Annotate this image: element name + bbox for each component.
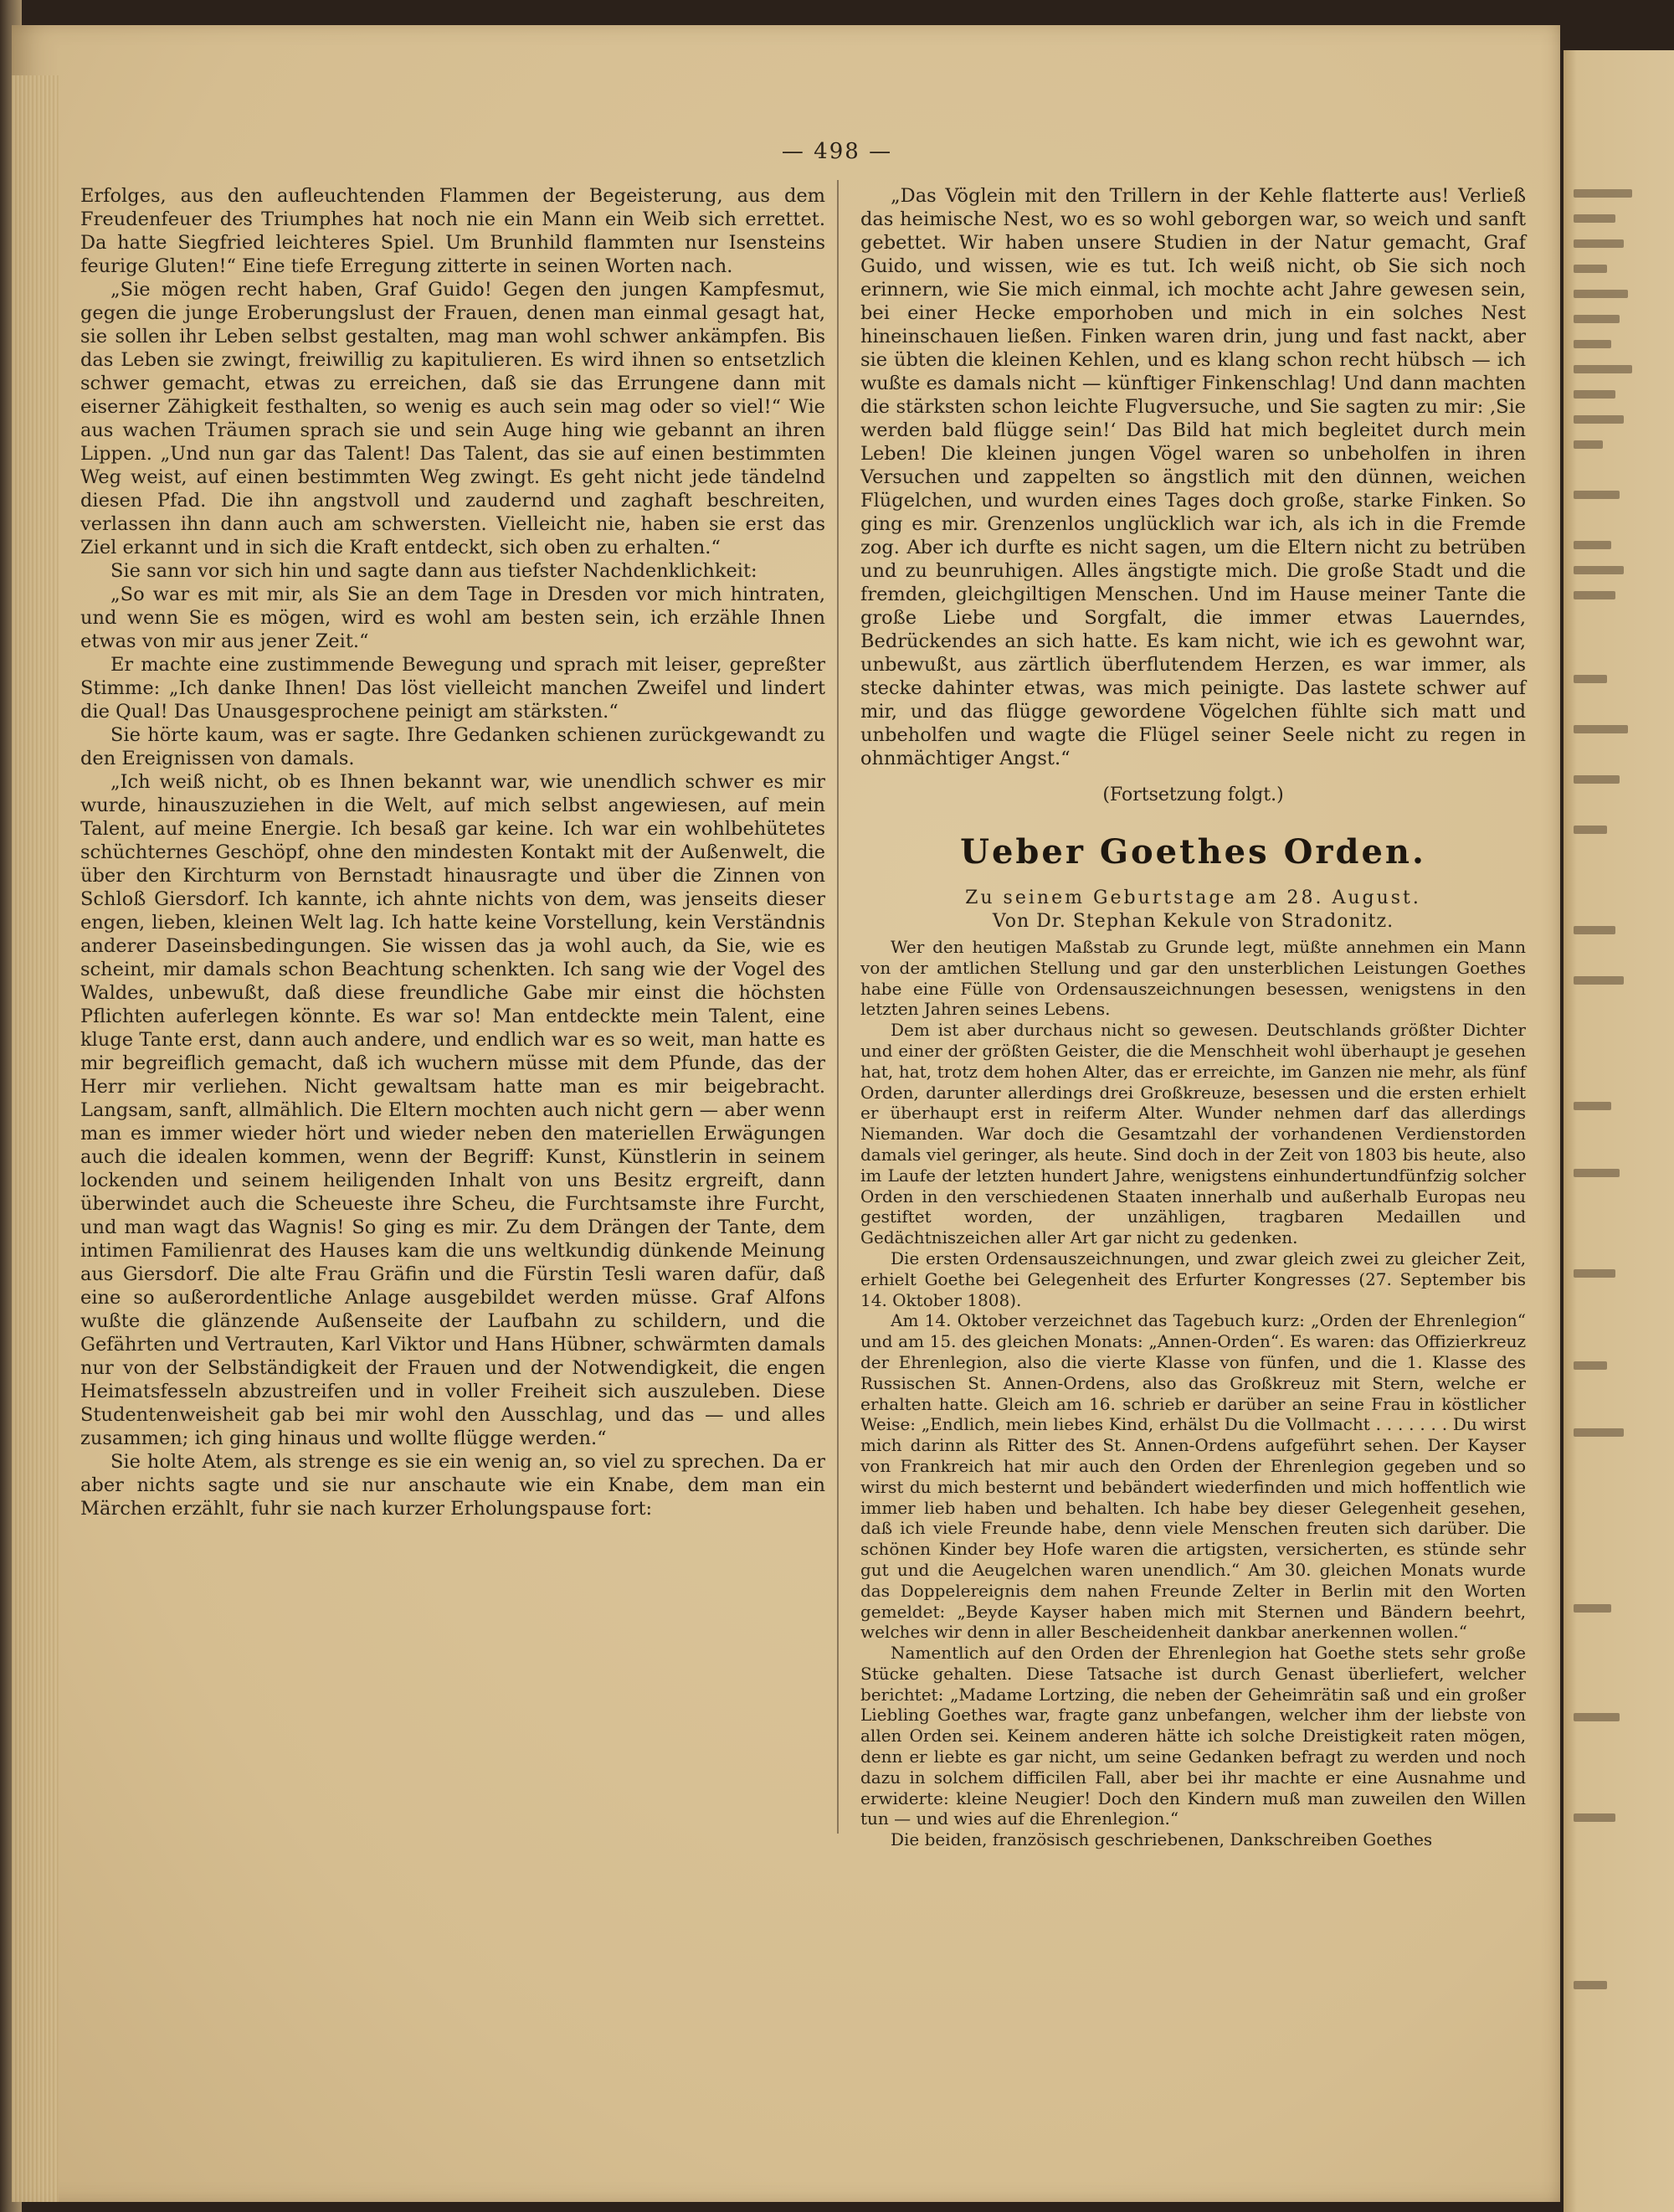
paragraph: „So war es mit mir, als Sie an dem Tage in Dresden vor mich hintraten, und wenn Sie es mögen, wird es wohl am besten sein, ich erzähle Ihnen etwas von mir aus jener Zeit.“ xyxy=(80,584,825,652)
page-number: — 498 — xyxy=(781,139,893,164)
paragraph: „Sie mögen recht haben, Graf Guido! Gegen den jungen Kampfesmut, gegen die junge Eroberungslust der Frauen, denen man einmal gesagt hat, sie sollen ihr Leben selbst gestalten, mag man wohl schwer ankämpfen. Bis das Leben sie zwingt, freiwillig zu kapitulieren. Es wird ihnen so entsetzlich schwer gemacht, etwas zu erreichen, daß sie das Errungene dann mit eiserner Zähigkeit festhalten, so wenig es auch sein mag oder so viel!“ Wie aus wachen Träumen sprach sie und sein Auge hing wie gebannt an ihren Lippen. „Und nun gar das Talent! Das Talent, das sie auf einen bestimmten Weg weist, auf einen bestimmten Weg zwingt. Es geht nicht jede tändelnd diesen Pfad. Die ihn angstvoll und zaudernd und zaghaft beschreiten, verlassen ihn dann auch am schwersten. Vielleicht nie, haben sie erst das Ziel erkannt und in sich die Kraft entdeckt, sich oben zu erhalten.“ xyxy=(80,279,825,558)
paragraph: „Das Vöglein mit den Trillern in der Kehle flatterte aus! Verließ das heimische Nest, wo es so wohl geborgen war, so weich und sanft gebettet. Wir haben unsere Studien in der Natur gemacht, Graf Guido, und wissen, wie es tut. Ich weiß nicht, ob Sie sich noch erinnern, wie Sie mich einmal, ich mochte acht Jahre gewesen sein, bei einer Hecke emporhoben und mich in ein solches Nest hineinschauen ließen. Finken waren drin, jung und fast nackt, aber sie übten die kleinen Kehlen, und es klang schon recht hübsch — ich wußte es damals nicht — künftiger Finkenschlag! Und dann machten die stärksten schon leichte Flugversuche, und Sie sagten zu mir: ‚Sie werden bald flügge sein!‘ Das Bild hat mich begleitet durch mein Leben! Die kleinen jungen Vögel waren so unbeholfen in ihren Versuchen und zappelten so ängstlich mit den dünnen, weichen Flügelchen, und wurden eines Tages doch große, starke Finken. So ging es mir. Grenzenlos unglücklich war ich, als ich in die Fremde zog. Aber ich durfte es nicht sagen, um die Eltern nicht zu betrüben und zu beunruhigen. Alles ängstigte mich. Die große Stadt und die fremden, gleichgiltigen Menschen. Und im Hause meiner Tante die große Liebe und Sorgfalt, die immer etwas Lauerndes, Bedrückendes an sich hatte. Es kam nicht, wie ich es gewohnt war, unbewußt, aus zärtlich überflutendem Herzen, es war immer, als stecke dahinter etwas, was mich peinigte. Das lastete schwer auf mir, und das flügge gewordene Vögelchen fühlte sich matt und unbeholfen und wagte die Flügel seiner Seele nicht zu regen in ohnmächtiger Angst.“ xyxy=(860,185,1526,769)
article-paragraph: Wer den heutigen Maßstab zu Grunde legt, müßte annehmen ein Mann von der amtlichen Stellung und gar den unsterblichen Leistungen Goethes habe eine Fülle von Ordensauszeichnungen besessen, wenigstens in den letzten Jahren seines Lebens. xyxy=(860,937,1526,1020)
article-paragraph: Namentlich auf den Orden der Ehrenlegion hat Goethe stets sehr große Stücke gehalten. Diese Tatsache ist durch Genast überliefert, welcher berichtet: „Madame Lortzing, die neben der Geheimrätin saß und ein großer Liebling Goethes war, fragte ganz unbefangen, welcher ihm der liebste von allen Orden sei. Keinem anderen hätte ich solche Dreistigkeit raten mögen, denn er liebte es gar nicht, um seine Gedanken befragt zu werden und noch dazu in solchem difficilen Fall, aber bei ihr machte er eine Ausnahme und erwiderte: kleine Neugier! Doch den Kindern muß man zuweilen den Willen tun — und wies auf die Ehrenlegion.“ xyxy=(860,1643,1526,1829)
article-subtitle: Zu seinem Geburtstage am 28. August. xyxy=(965,887,1421,908)
left-column xyxy=(80,184,825,1520)
paragraph: Sie hörte kaum, was er sagte. Ihre Gedanken schienen zurückgewandt zu den Ereignissen von damals. xyxy=(80,724,825,769)
paragraph: Er machte eine zustimmende Bewegung und sprach mit leiser, gepreßter Stimme: „Ich danke Ihnen! Das löst vielleicht manchen Zweifel und lindert die Qual! Das Unausgesprochene peinigt am stärksten.“ xyxy=(80,654,825,723)
article-title: Ueber Goethes Orden. xyxy=(960,832,1426,872)
article-byline: Von Dr. Stephan Kekule von Stradonitz. xyxy=(992,911,1394,932)
paragraph: Sie holte Atem, als strenge es sie ein wenig an, so viel zu sprechen. Da er aber nichts sagte und sie nur anschaute wie ein Knabe, dem man ein Märchen erzählt, fuhr sie nach kurzer Erholungspause fort: xyxy=(80,1451,825,1520)
column-divider xyxy=(837,180,839,1834)
page-edge-stack xyxy=(12,75,59,2202)
paragraph: „Ich weiß nicht, ob es Ihnen bekannt war, wie unendlich schwer es mir wurde, hinauszuziehen in die Welt, auf mich selbst angewiesen, auf mein Talent, auf meine Energie. Ich besaß gar keine. Ich war ein wohlbehütetes schüchternes Geschöpf, ohne den mindesten Kontakt mit der Außenwelt, die über den Kirchturm von Bernstadt hinausragte und über die Zinnen von Schloß Giersdorf. Ich kannte, ich ahnte nichts von dem, was jenseits dieser engen, lieben, kleinen Welt lag. Ich hatte keine Vorstellung, kein Verständnis anderer Daseinsbedingungen. Sie wissen das ja wohl auch, da Sie, wie es scheint, mir damals schon Beachtung schenkten. Ich sang wie der Vogel des Waldes, unbewußt, daß diese freundliche Gabe mir einst die höchsten Pflichten auferlegen könnte. Es war so! Man entdeckte mein Talent, eine kluge Tante erst, dann auch andere, und endlich war es so weit, man hatte es mir begreiflich gemacht, daß ich wuchern müsse mit dem Pfunde, das der Herr mir verliehen. Nicht gewaltsam hatte man es mir beigebracht. Langsam, sanft, allmählich. Die Eltern mochten auch nicht gern — aber wenn man es immer wieder hört und wieder neben den materiellen Erwägungen auch die idealen kommen, wenn der Begriff: Kunst, Künstlerin in seinem lockenden und seinem heiligenden Inhalt von uns Besitz ergreift, dann überwindet auch die Scheueste ihre Scheu, die Furchtsamste ihre Furcht, und man wagt das Wagnis! So ging es mir. Zu dem Drängen der Tante, dem intimen Familienrat des Hauses kam die uns weltkundig dünkende Meinung aus Giersdorf. Die alte Frau Gräfin und die Fürstin Tesli waren dafür, daß eine so außerordentliche Anlage ausgebildet werden müsse. Graf Alfons wußte die glänzende Außenseite der Laufbahn zu schildern, und die Gefährten und Vertrauten, Karl Viktor und Hans Hübner, schwärmten damals nur von der Selbständigkeit der Frauen und der Notwendigkeit, die engen Heimatsfesseln abzustreifen und in voller Freiheit sich auszuleben. Diese Studentenweisheit gab bei mir wohl den Ausschlag, und das — und alles zusammen; ich ging hinaus und wollte flügge werden.“ xyxy=(80,771,825,1449)
article-paragraph: Am 14. Oktober verzeichnet das Tagebuch kurz: „Orden der Ehrenlegion“ und am 15. des gleichen Monats: „Annen-Orden“. Es waren: das Offizierkreuz der Ehrenlegion, also die vierte Klasse von fünfen, und die 1. Klasse des Russischen St. Annen-Ordens, also das Großkreuz mit Stern, welche er erhalten hatte. Gleich am 16. schrieb er darüber an seine Frau in köstlicher Weise: „Endlich, mein liebes Kind, erhälst Du die Vollmacht . . . . . . . Du wirst mich darinn als Ritter des St. Annen-Ordens aufgeführt sehen. Der Kayser von Frankreich hat mir auch den Orden der Ehrenlegion gegeben und so wirst du mich besternt und bebändert wiederfinden und mich hoffentlich wie immer lieb haben und behalten. Ich habe bey dieser Gelegenheit gesehen, daß ich viele Freunde habe, denn viele Menschen freuten sich darüber. Die schönen Kinder bey Hofe waren die artigsten, versicherten, es stünde sehr gut und die Aeugelchen waren unendlich.“ Am 30. gleichen Monats wurde das Doppelereignis dem nahen Freunde Zelter in Berlin mit den Worten gemeldet: „Beyde Kayser haben mich mit Sternen und Bändern beehrt, welches wir denn in aller Bescheidenheit dankbar anerkennen wollen.“ xyxy=(860,1310,1526,1643)
continuation-note: (Fortsetzung folgt.) xyxy=(1102,784,1284,805)
adjacent-page-edge xyxy=(1564,50,1674,2212)
right-column xyxy=(860,184,1526,1850)
paragraph: Sie sann vor sich hin und sagte dann aus tiefster Nachdenklichkeit: xyxy=(110,560,757,582)
paragraph: Erfolges, aus den aufleuchtenden Flammen der Begeisterung, aus dem Freudenfeuer des Triumphes hat noch nie ein Mann ein Weib sich errettet. Da hatte Siegfried leichteres Spiel. Um Brunhild flammten nur Isensteins feurige Gluten!“ Eine tiefe Erregung zitterte in seinen Worten nach. xyxy=(80,185,825,277)
article-paragraph: Die ersten Ordensauszeichnungen, und zwar gleich zwei zu gleicher Zeit, erhielt Goethe bei Gelegenheit des Erfurter Kongresses (27. September bis 14. Oktober 1808). xyxy=(860,1247,1526,1310)
article-paragraph: Dem ist aber durchaus nicht so gewesen. Deutschlands größter Dichter und einer der größten Geister, die die Menschheit wohl überhaupt je gesehen hat, hat, trotz dem hohen Alter, das er erreichte, im Ganzen nie mehr, als fünf Orden, darunter allerdings drei Großkreuze, besessen und die ersten erhielt er überhaupt erst in reiferm Alter. Wunder nehmen darf das allerdings Niemanden. War doch die Gesamtzahl der vorhandenen Verdienstorden damals viel geringer, als heute. Sind doch in der Zeit von 1803 bis heute, also im Laufe der letzten hundert Jahre, wenigstens einhundertundfünfzig solcher Orden in den verschiedenen Staaten innerhalb und außerhalb Europas neu gestiftet worden, der unzähligen, tragbaren Medaillen und Gedächtniszeichen aller Art gar nicht zu gedenken. xyxy=(860,1020,1526,1248)
article-paragraph: Die beiden, französisch geschriebenen, Dankschreiben Goethes xyxy=(891,1829,1433,1850)
